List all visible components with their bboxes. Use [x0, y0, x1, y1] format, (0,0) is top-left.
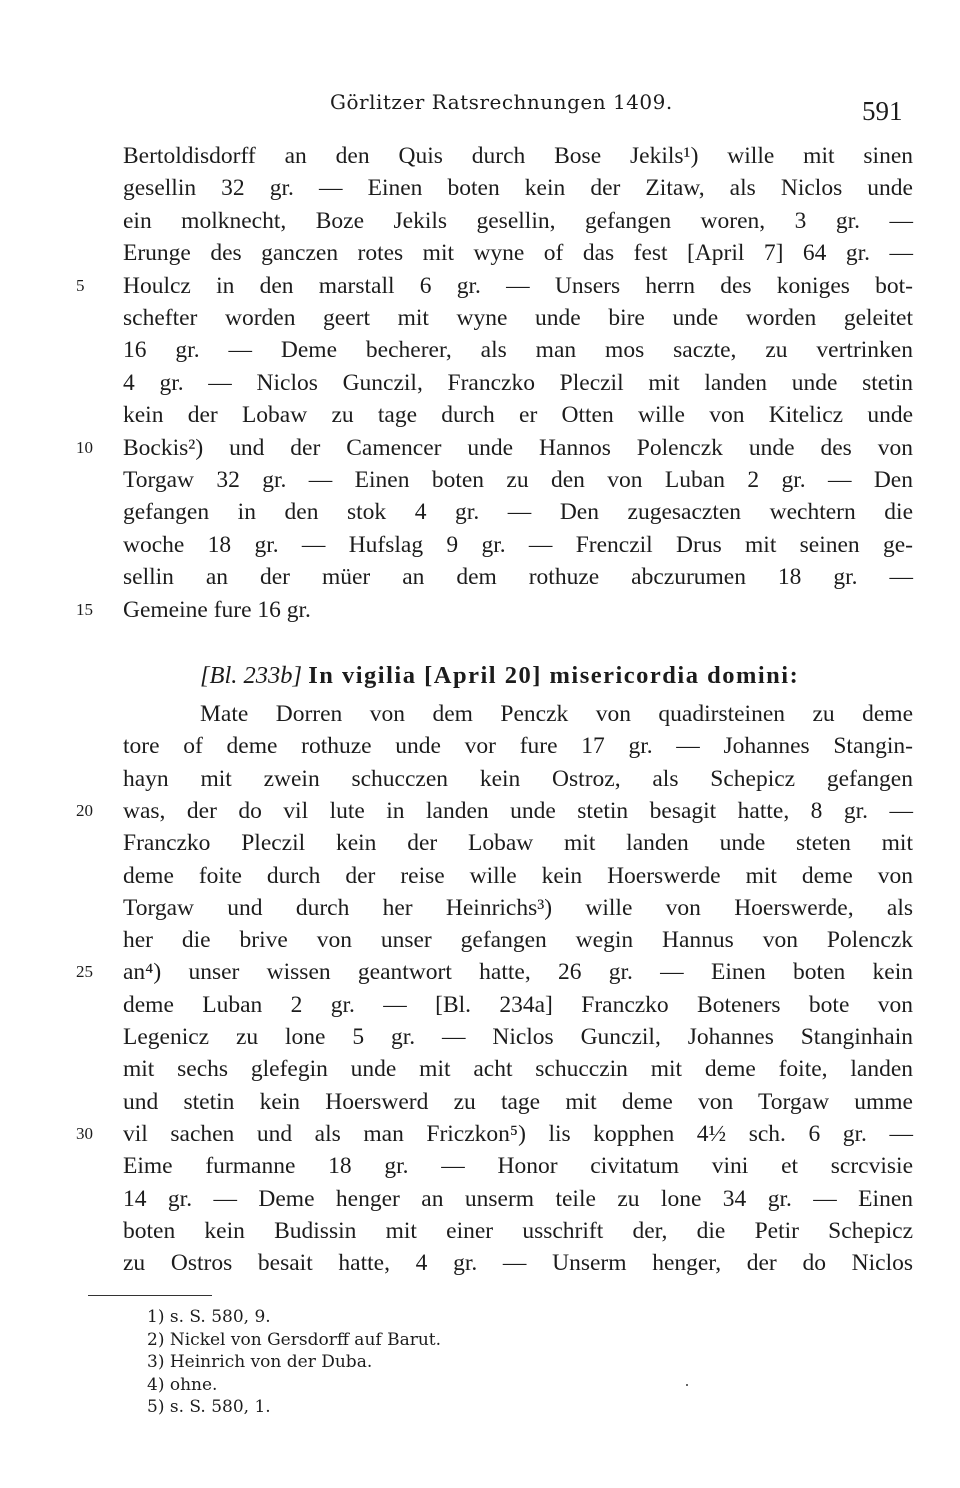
text-line: und stetin kein Hoerswerd zu tage mit deme von Torgaw umme — [123, 1088, 913, 1115]
text-line: Erunge des ganczen rotes mit wyne of das fest [April 7] 64 gr. — — [123, 240, 913, 267]
footnote-text: ohne. — [169, 1374, 218, 1395]
footnote — [147, 1396, 271, 1418]
text-line: Torgaw und durch her Heinrichs³) wille von Hoerswerde, als — [123, 894, 913, 921]
text-line: Franczko Pleczil kein der Lobaw mit landen unde steten mit — [123, 830, 913, 857]
text-line: ein molknecht, Boze Jekils gesellin, gefangen woren, 3 gr. — — [123, 207, 913, 234]
line-number: 15 — [76, 599, 93, 619]
footnote — [147, 1374, 217, 1396]
text-line: 16 gr. — Deme becherer, als man mos saczte, zu vertrinken — [123, 337, 913, 364]
footnote-text: s. S. 580, 1. — [169, 1397, 271, 1417]
section-heading — [200, 660, 913, 692]
section-title: In vigilia [April 20] misericordia domini: — [308, 662, 800, 689]
text-line: woche 18 gr. — Hufslag 9 gr. — Frenczil Drus mit seinen ge- — [123, 531, 913, 558]
text-line: gesellin 32 gr. — Einen boten kein der Zitaw, als Niclos unde — [123, 175, 913, 202]
line-number: 10 — [76, 437, 93, 457]
footnote — [147, 1351, 372, 1373]
line-number: 30 — [76, 1123, 93, 1143]
speck — [686, 1384, 688, 1386]
text-line: Gemeine fure 16 gr. — [123, 596, 311, 623]
footnote — [147, 1306, 271, 1328]
text-line: sellin an der müer an dem rothuze abczurumen 18 gr. — — [123, 564, 913, 591]
line-number: 5 — [76, 275, 85, 295]
running-title: Görlitzer Ratsrechnungen 1409. — [330, 90, 673, 114]
text-line: 14 gr. — Deme henger an unserm teile zu lone 34 gr. — Einen — [123, 1185, 913, 1212]
text-line: Legenicz zu lone 5 gr. — Niclos Gunczil, Johannes Stanginhain — [123, 1024, 913, 1050]
text-line: Mate Dorren von dem Penczk von quadirsteinen zu deme — [200, 701, 913, 727]
text-line: Eime furmanne 18 gr. — Honor civitatum vini et scrcvisie — [123, 1153, 913, 1180]
footnote-mark: 3) — [147, 1352, 170, 1372]
footnote — [147, 1329, 441, 1351]
footnote-rule — [88, 1295, 212, 1296]
text-line: deme Luban 2 gr. — [Bl. 234a] Franczko Boteners bote von — [123, 991, 913, 1018]
footnote-mark: 5) — [147, 1397, 170, 1417]
text-line: Houlcz in den marstall 6 gr. — Unsers herrn des koniges bot- — [123, 272, 913, 299]
text-line: deme foite durch der reise wille kein Hoerswerde mit deme von — [123, 862, 913, 889]
folio-reference: [Bl. 233b] — [200, 662, 303, 689]
text-line: gefangen in den stok 4 gr. — Den zugesaczten wechtern die — [123, 499, 913, 526]
footnote-mark: 1) — [147, 1307, 170, 1327]
text-line: tore of deme rothuze unde vor fure 17 gr. — Johannes Stangin- — [123, 733, 913, 760]
line-number: 20 — [76, 800, 93, 820]
footnote-text: s. S. 580, 9. — [169, 1307, 271, 1327]
page-number: 591 — [862, 96, 903, 126]
line-number: 25 — [76, 962, 93, 982]
text-line: Torgaw 32 gr. — Einen boten zu den von Luban 2 gr. — Den — [123, 467, 913, 493]
text-line: Bockis²) und der Camencer unde Hannos Polenczk unde des von — [123, 434, 913, 461]
text-line: 4 gr. — Niclos Gunczil, Franczko Pleczil mit landen unde stetin — [123, 369, 913, 396]
footnote-mark: 4) — [147, 1374, 170, 1395]
footnote-text: Nickel von Gersdorff auf Barut. — [169, 1329, 442, 1350]
text-line: hayn mit zwein schucczen kein Ostroz, als Schepicz gefangen — [123, 765, 913, 792]
text-line: an⁴) unser wissen geantwort hatte, 26 gr. — Einen boten kein — [123, 959, 913, 986]
text-line: vil sachen und als man Friczkon⁵) lis kopphen 4½ sch. 6 gr. — — [123, 1120, 913, 1147]
text-line: zu Ostros besait hatte, 4 gr. — Unserm henger, der do Niclos — [123, 1250, 913, 1277]
text-line: schefter worden geert mit wyne unde bire unde worden geleitet — [123, 305, 913, 331]
text-line: kein der Lobaw zu tage durch er Otten wille von Kitelicz unde — [123, 402, 913, 429]
text-line: was, der do vil lute in landen unde stetin besagit hatte, 8 gr. — — [123, 797, 913, 824]
text-line: Bertoldisdorff an den Quis durch Bose Jekils¹) wille mit sinen — [123, 143, 913, 169]
text-line: her die brive von unser gefangen wegin Hannus von Polenczk — [123, 927, 913, 954]
footnote-text: Heinrich von der Duba. — [169, 1352, 373, 1372]
text-line: mit sechs glefegin unde mit acht schucczin mit deme foite, landen — [123, 1056, 913, 1083]
text-line: boten kein Budissin mit einer usschrift der, die Petir Schepicz — [123, 1217, 913, 1244]
footnote-mark: 2) — [147, 1329, 170, 1350]
